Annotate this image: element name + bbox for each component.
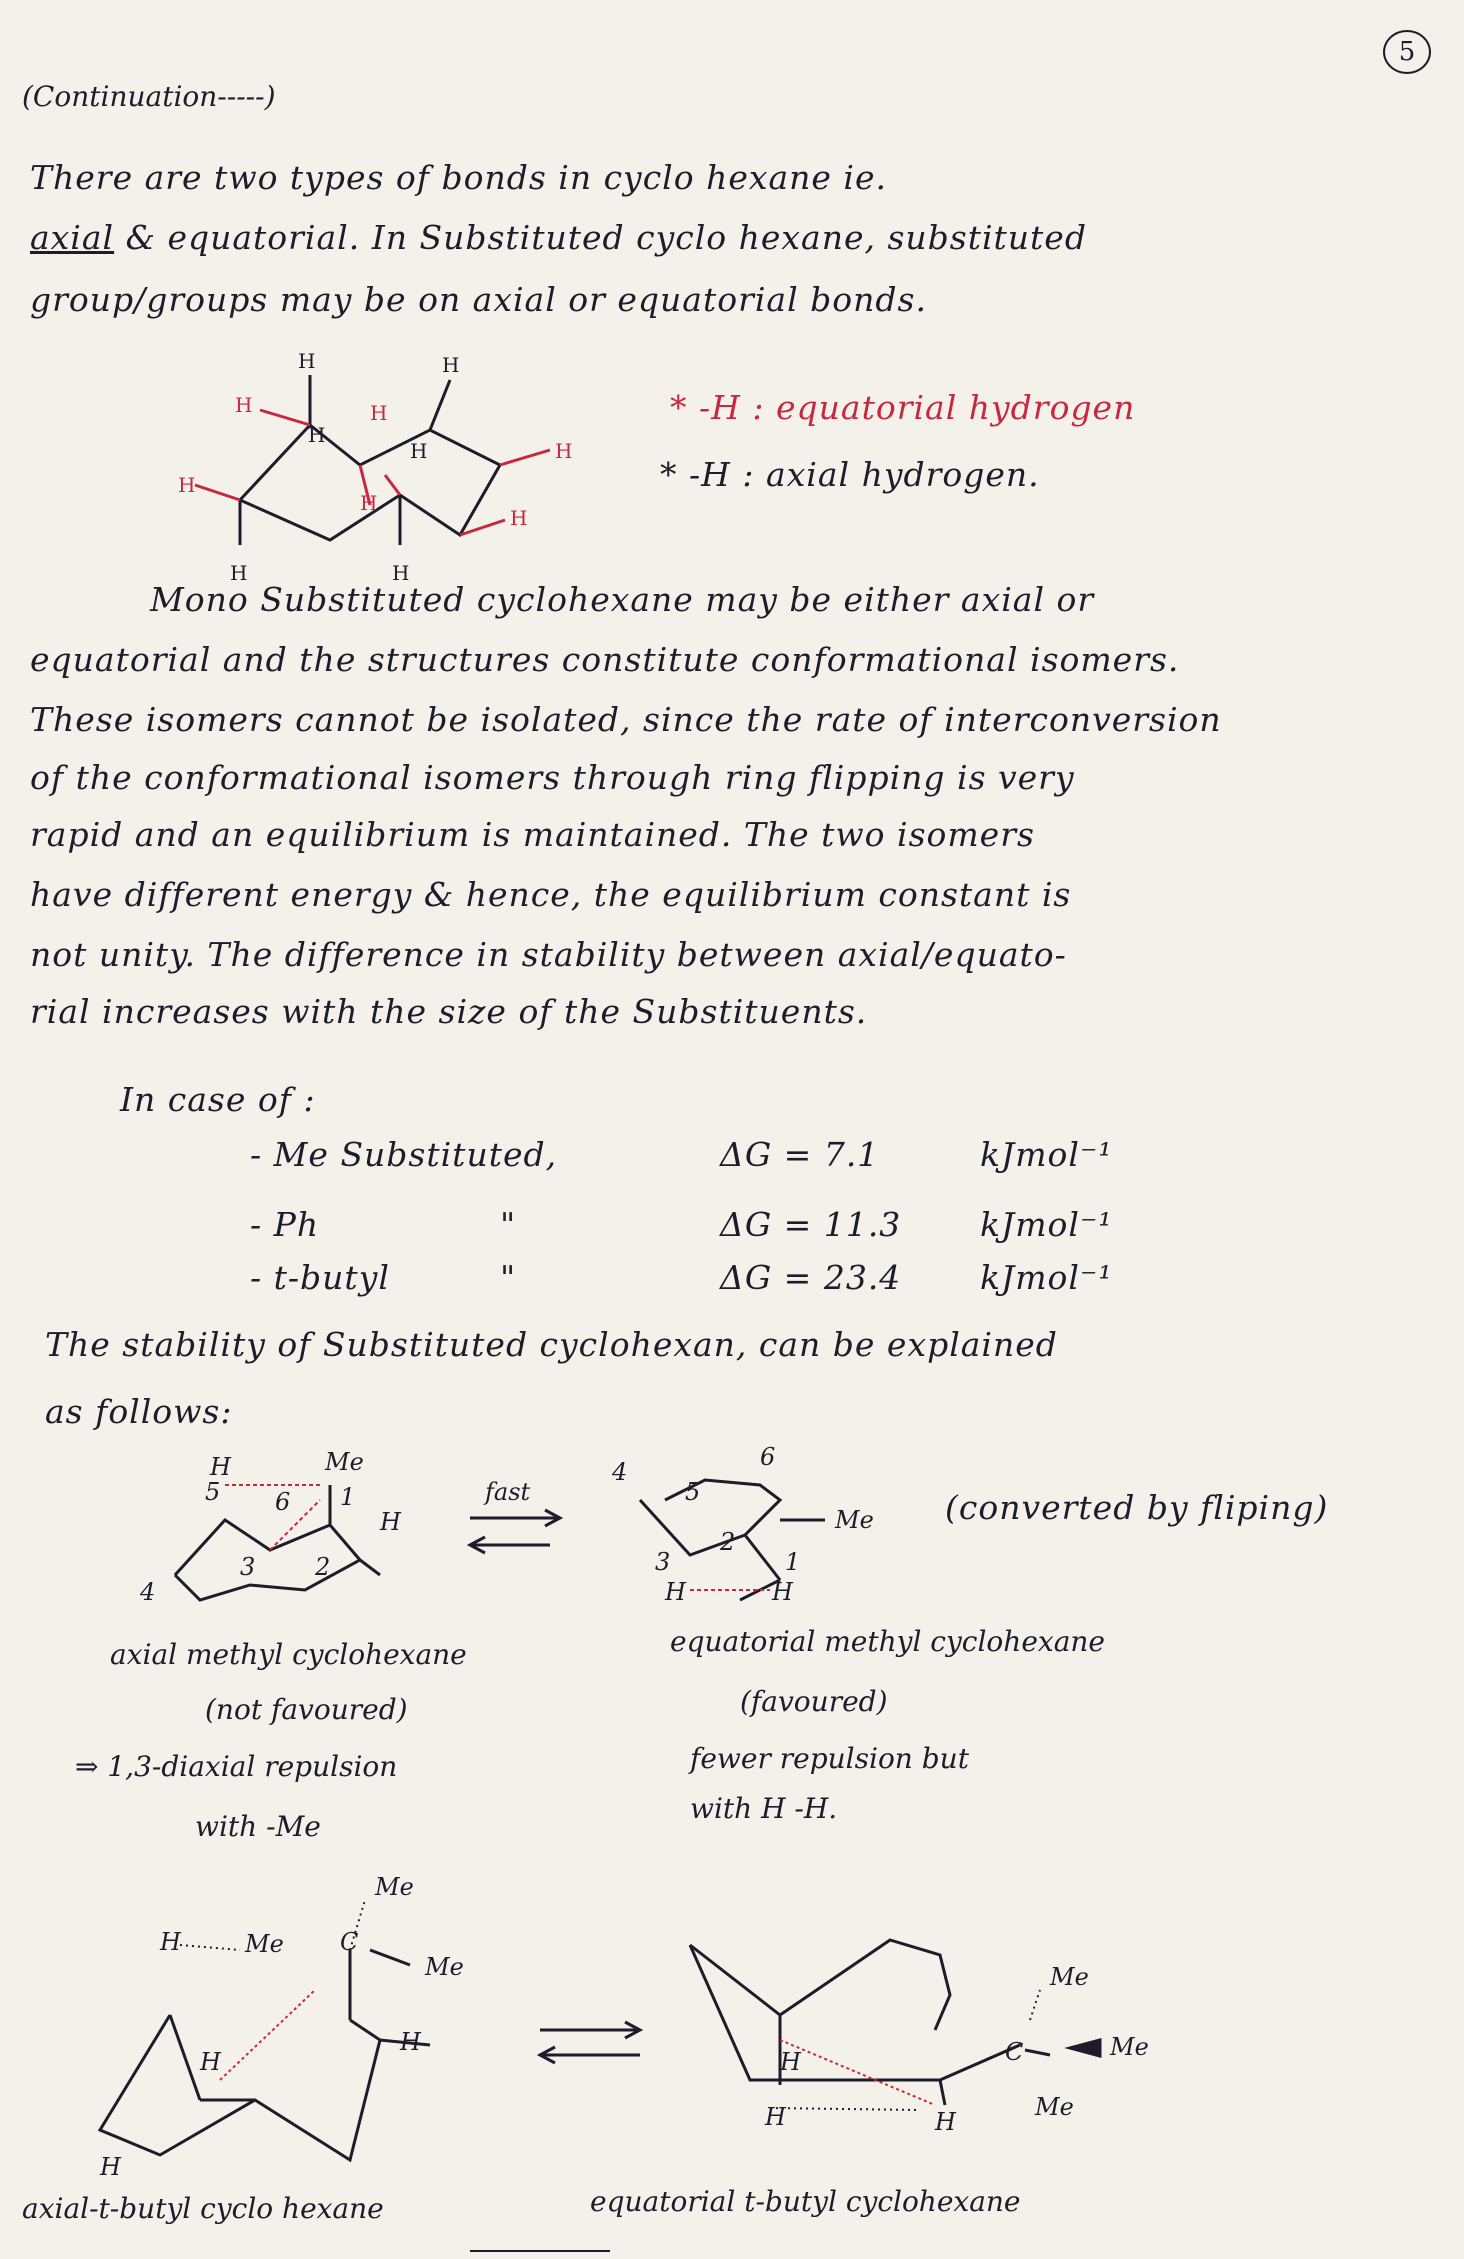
equatorial-methyl-caption: equatorial methyl cyclohexane: [670, 1625, 1105, 1658]
num-label: 3: [240, 1553, 256, 1581]
num-label: 3: [655, 1548, 671, 1576]
h-label: H: [230, 561, 248, 585]
h-label: H: [765, 2103, 786, 2131]
paragraph-line: rial increases with the size of the Substituents.: [30, 992, 868, 1031]
case-ditto: ": [500, 1258, 517, 1297]
case-dg: ΔG = 23.4: [720, 1258, 902, 1297]
equatorial-methyl-note-1: fewer repulsion but: [690, 1742, 969, 1775]
num-label: 4: [140, 1578, 156, 1606]
h-label: H: [410, 439, 428, 463]
h-label: H: [772, 1578, 793, 1606]
num-label: 6: [760, 1443, 776, 1471]
num-label: 1: [785, 1548, 801, 1576]
axial-tbutyl-caption: axial-t-butyl cyclo hexane: [22, 2192, 384, 2225]
case-dg: ΔG = 7.1: [720, 1135, 880, 1174]
h-label: H: [100, 2153, 121, 2181]
case-unit: kJmol⁻¹: [980, 1205, 1113, 1244]
me-label: Me: [425, 1953, 464, 1981]
case-ditto: ": [500, 1205, 517, 1244]
case-unit: kJmol⁻¹: [980, 1135, 1113, 1174]
h-label: H: [200, 2048, 221, 2076]
intro-line-3: group/groups may be on axial or equatorial bonds.: [30, 280, 927, 319]
num-label: 1: [340, 1483, 356, 1511]
h-label: H: [510, 506, 528, 530]
stability-line-1: The stability of Substituted cyclohexan, can be explained: [45, 1325, 1058, 1364]
h-label: H: [665, 1578, 686, 1606]
axial-methyl-caption: axial methyl cyclohexane: [110, 1638, 467, 1671]
num-label: 2: [720, 1528, 736, 1556]
num-label: 2: [315, 1553, 331, 1581]
num-label: 5: [205, 1478, 221, 1506]
paragraph-line: Mono Substituted cyclohexane may be either axial or: [150, 580, 1095, 619]
h-label: H: [380, 1508, 401, 1536]
intro-line-2: [30, 218, 1087, 257]
me-label: Me: [245, 1930, 284, 1958]
end-rule: [470, 2250, 610, 2252]
h-label: H: [178, 473, 196, 497]
h-label: H: [308, 423, 326, 447]
h-label: H: [370, 401, 388, 425]
tbutyl-cyclohexane-diagram: [80, 1870, 1380, 2190]
h-label: H: [298, 349, 316, 373]
h-label: H: [442, 353, 460, 377]
equatorial-methyl-subcaption: (favoured): [740, 1685, 888, 1718]
flipping-note: (converted by fliping): [945, 1488, 1329, 1527]
me-label: Me: [1035, 2093, 1074, 2121]
paragraph-line: rapid and an equilibrium is maintained. The two isomers: [30, 815, 1035, 854]
paragraph-line: These isomers cannot be isolated, since the rate of interconversion: [30, 700, 1222, 739]
equatorial-methyl-note-2: with H -H.: [690, 1792, 838, 1825]
intro-line-1: There are two types of bonds in cyclo hexane ie.: [30, 158, 887, 197]
num-label: 4: [612, 1458, 628, 1486]
case-dg: ΔG = 11.3: [720, 1205, 902, 1244]
continuation-note: (Continuation-----): [22, 80, 276, 113]
case-group: - Ph: [250, 1205, 320, 1244]
case-group: - Me Substituted,: [250, 1135, 558, 1174]
h-label: H: [235, 393, 253, 417]
c-label: C: [1005, 2038, 1024, 2066]
axial-methyl-note-1: ⇒ 1,3-diaxial repulsion: [75, 1750, 398, 1783]
paragraph-line: have different energy & hence, the equilibrium constant is: [30, 875, 1072, 914]
paragraph-line: of the conformational isomers through ring flipping is very: [30, 758, 1075, 797]
paragraph-line: not unity. The difference in stability between axial/equato-: [30, 935, 1067, 974]
page-number: 5: [1383, 30, 1431, 74]
case-group: - t-butyl: [250, 1258, 390, 1297]
num-label: 6: [275, 1488, 291, 1516]
intro-line-2-rest: & equatorial. In Substituted cyclo hexane, substituted: [125, 218, 1087, 257]
num-label: 5: [685, 1478, 701, 1506]
me-label: Me: [1110, 2033, 1149, 2061]
c-label: C: [340, 1928, 359, 1956]
fast-label: fast: [485, 1478, 531, 1506]
me-label: Me: [835, 1506, 874, 1534]
h-label: H: [210, 1453, 231, 1481]
h-label: H: [555, 439, 573, 463]
paragraph-line: equatorial and the structures constitute conformational isomers.: [30, 640, 1180, 679]
case-unit: kJmol⁻¹: [980, 1258, 1113, 1297]
axial-methyl-note-2: with -Me: [195, 1810, 321, 1843]
h-label: H: [935, 2108, 956, 2136]
methyl-cyclohexane-diagram: [0, 1440, 1400, 1640]
stability-line-2: as follows:: [45, 1392, 233, 1431]
me-label: Me: [375, 1873, 414, 1901]
me-label: Me: [1050, 1963, 1089, 1991]
me-label: Me: [325, 1448, 364, 1476]
h-label: H: [780, 2048, 801, 2076]
h-label: H: [160, 1928, 181, 1956]
equatorial-tbutyl-caption: equatorial t-butyl cyclohexane: [590, 2185, 1021, 2218]
h-label: H: [360, 491, 378, 515]
axial-term: axial: [30, 218, 115, 257]
in-case-of: In case of :: [120, 1080, 316, 1119]
legend-axial: * -H : axial hydrogen.: [660, 455, 1040, 494]
axial-methyl-subcaption: (not favoured): [205, 1693, 408, 1726]
h-label: H: [392, 561, 410, 585]
h-label: H: [400, 2028, 421, 2056]
legend-equatorial: * -H : equatorial hydrogen: [670, 388, 1136, 427]
cyclohexane-chair-diagram: [160, 330, 720, 585]
